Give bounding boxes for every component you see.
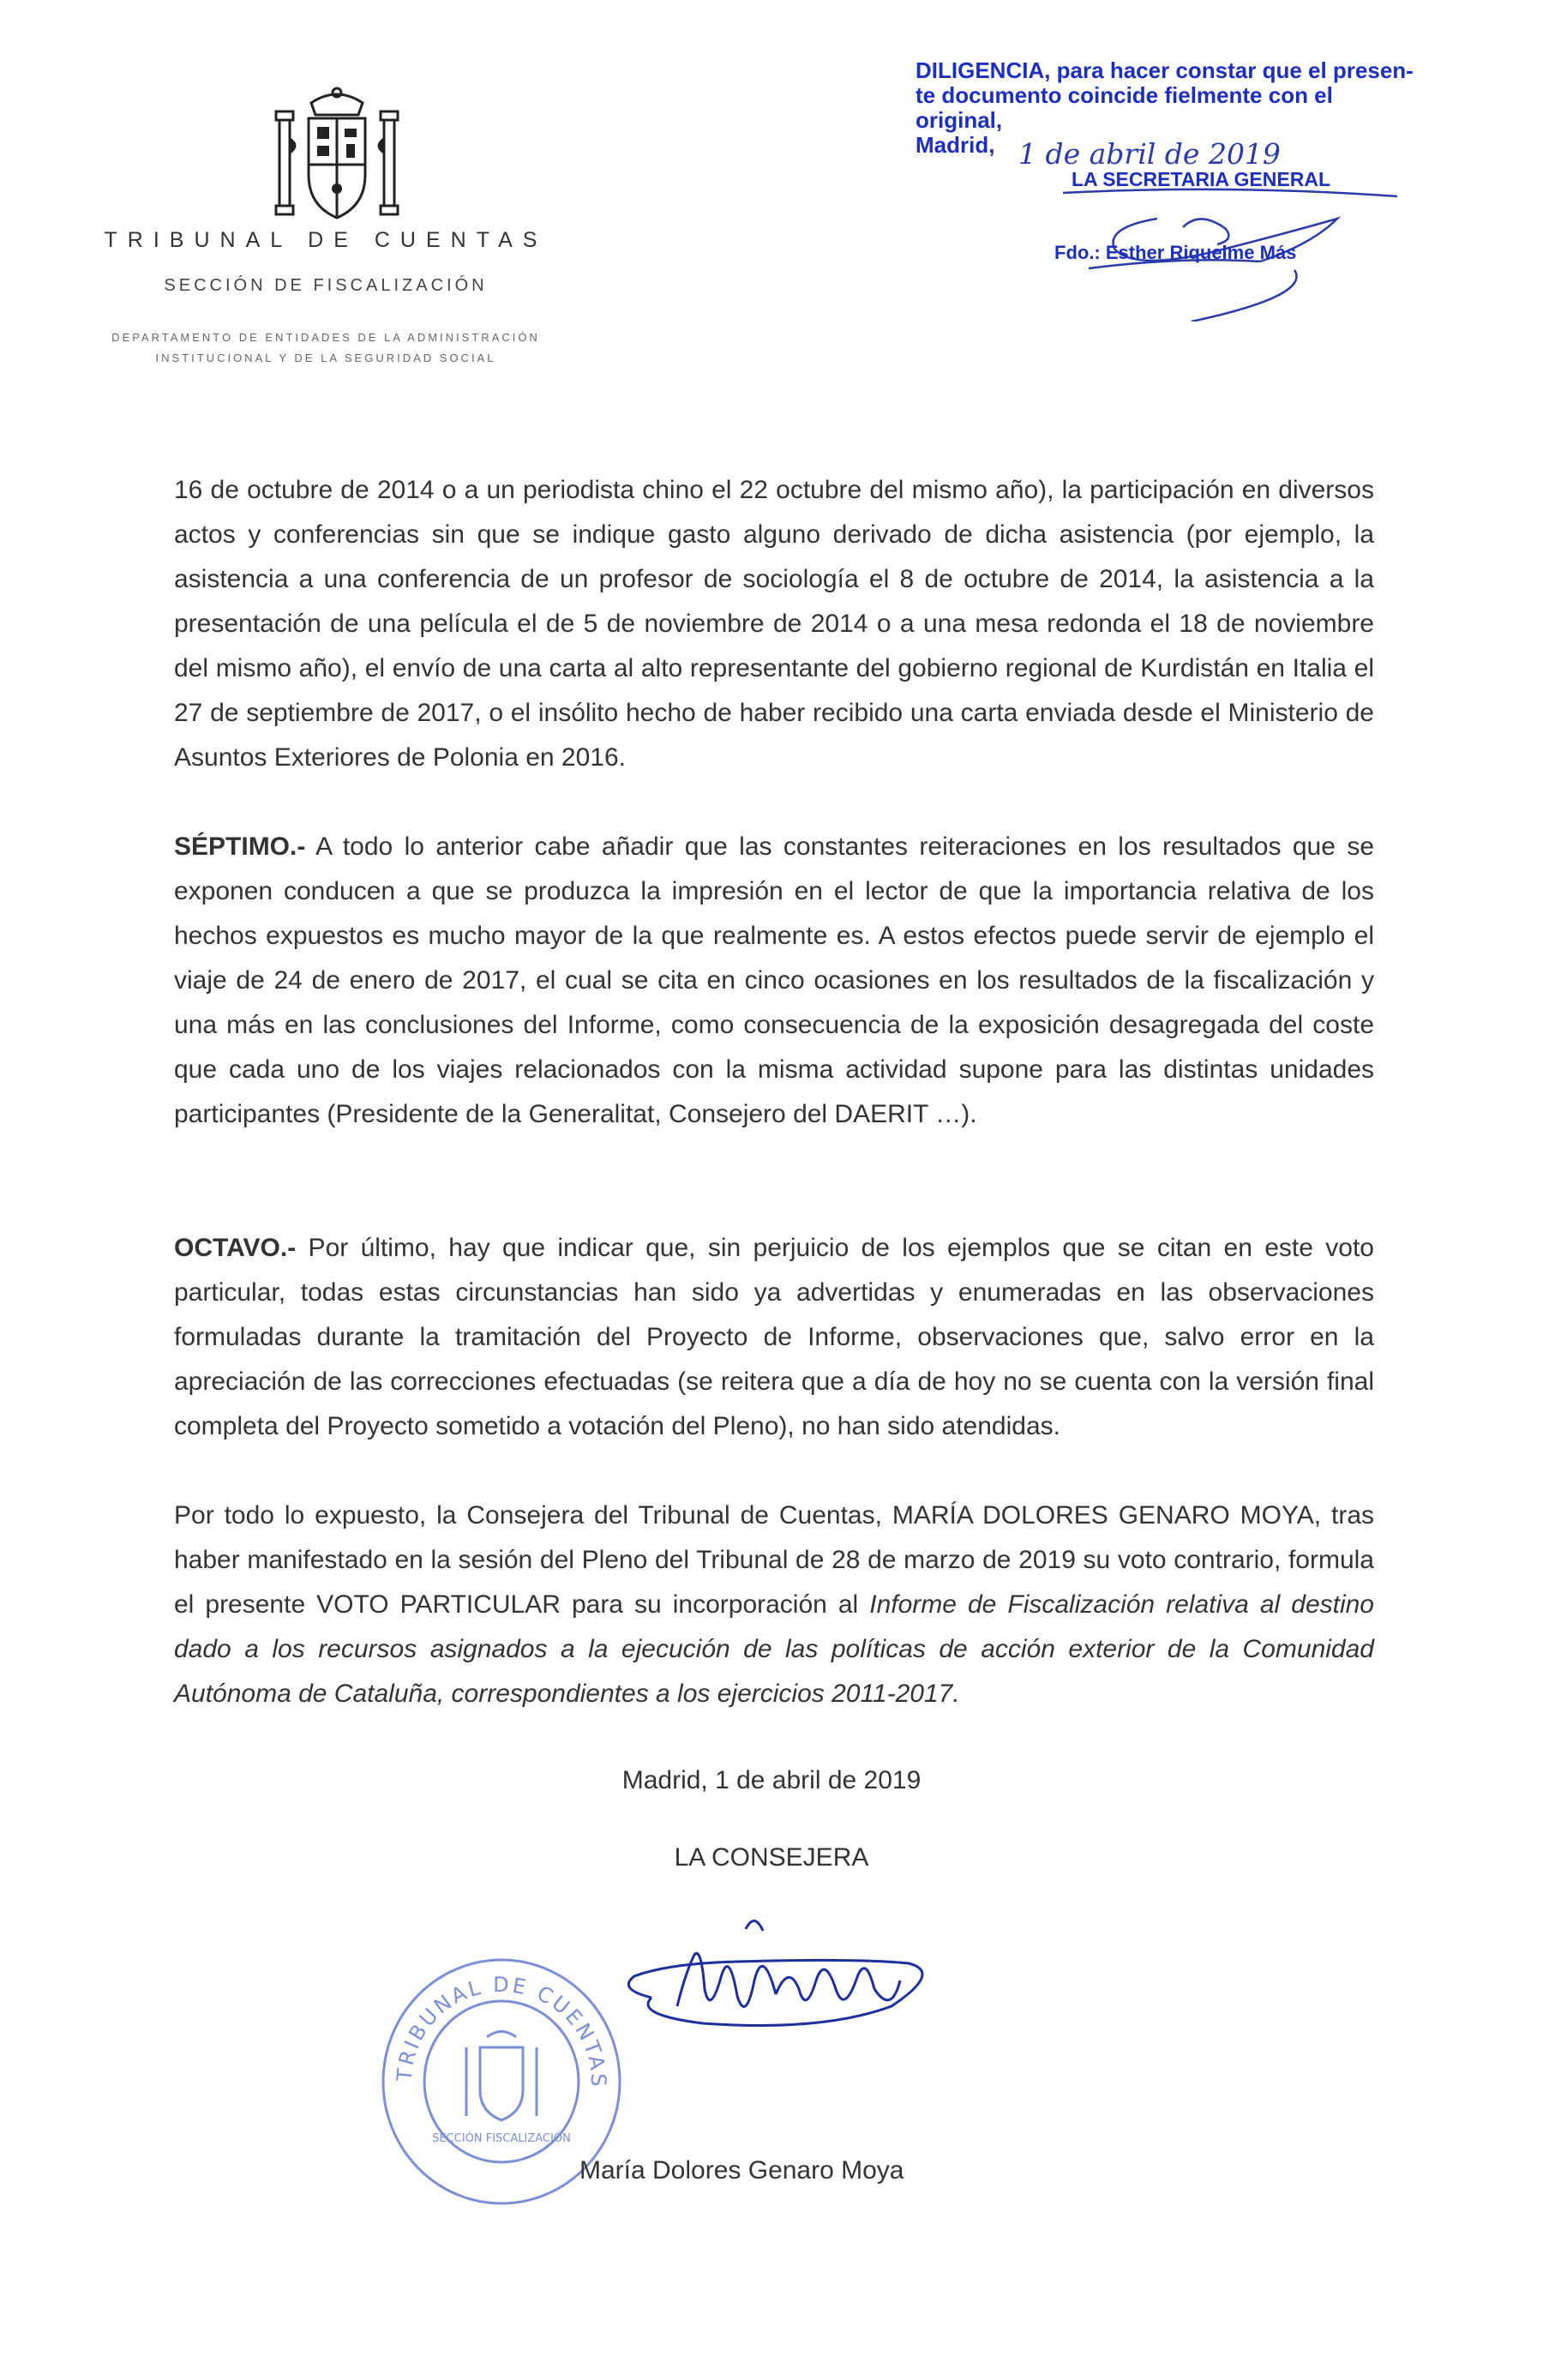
secretary-name: Fdo.: Esther Riquelme Más: [1054, 242, 1297, 263]
consejera-signature-icon: [600, 1895, 960, 2066]
stamp-text: TRIBUNAL DE CUENTAS: [392, 1972, 611, 2089]
diligencia-line: Madrid,: [916, 132, 995, 158]
institution-name: TRIBUNAL DE CUENTAS: [104, 228, 548, 252]
paragraph-text: [174, 825, 1374, 1137]
paragraph-body: A todo lo anterior cabe añadir que las constantes reiteraciones en los resultados que se exponen conducen a que se produzca la impresión en el lector de que la importancia relativa de los hechos expuestos es mucho mayor de la que realmente es. A estos efectos puede servir de ejemplo el viaje de 24 de enero de 2017, el cual se cita en cinco ocasiones en los resultados de la fiscalización y una más en las conclusiones del Informe, como consecuencia de la exposición desagregada del coste que cada uno de los viajes relacionados con la misma actividad supone para las distintas unidades participantes (Presidente de la Generalitat, Consejero del DAERIT …).: [174, 832, 1374, 1128]
place-date: Madrid, 1 de abril de 2019: [621, 1766, 922, 1794]
section-name: SECCIÓN DE FISCALIZACIÓN: [164, 276, 488, 295]
department-name: [51, 328, 600, 369]
secretaria-title: LA SECRETARIA GENERAL: [1072, 168, 1330, 190]
paragraph-text: [174, 1494, 1374, 1716]
paragraph-body: Por todo lo expuesto, la Consejera del Tribunal de Cuentas, MARÍA DOLORES GENARO MOYA, tras haber manifestado en la sesión del Pleno del Tribunal de 28 de marzo de 2019 su voto contrario, formula el presente VOTO PARTICULAR para su incorporación al: [174, 1501, 1374, 1619]
department-line: DEPARTAMENTO DE ENTIDADES DE LA ADMINISTRACIÓN: [111, 331, 540, 344]
signer-name: María Dolores Genaro Moya: [579, 2156, 904, 2185]
paragraph-label: OCTAVO.-: [174, 1234, 297, 1262]
department-line: INSTITUCIONAL Y DE LA SEGURIDAD SOCIAL: [155, 352, 496, 364]
paragraph-continuation: [174, 468, 1374, 780]
handwritten-date: 1 de abril de 2019: [1018, 137, 1281, 171]
paragraph-septimo: [174, 825, 1374, 1137]
report-title: Informe de Fiscalización relativa al destino dado a los recursos asignados a la ejecución de las políticas de acción exterior de la Comunidad Autónoma de Cataluña, correspondientes a los ejercicios 2011-2017.: [174, 1590, 1374, 1708]
diligencia-text: para hacer constar que el presen-: [1050, 57, 1414, 83]
paragraph-conclusion: [174, 1494, 1374, 1716]
signer-role: LA CONSEJERA: [674, 1843, 869, 1872]
paragraph-body: Por último, hay que indicar que, sin perjuicio de los ejemplos que se citan en este voto particular, todas estas circunstancias han sido ya advertidas y enumeradas en las observaciones formuladas durante la tramitación del Proyecto de Informe, observaciones que, salvo error en la apreciación de las correcciones efectuadas (se reitera que a día de hoy no se cuenta con la versión final completa del Proyecto sometido a votación del Pleno), no han sido atendidas.: [174, 1234, 1374, 1440]
diligencia-label: DILIGENCIA,: [916, 57, 1051, 83]
paragraph-label: SÉPTIMO.-: [174, 832, 306, 861]
diligencia-line: te documento coincide fielmente con el: [916, 82, 1333, 108]
paragraph-text: 16 de octubre de 2014 o a un periodista chino el 22 octubre del mismo año), la participación en diversos actos y conferencias sin que se indique gasto alguno derivado de dicha asistencia (por ejemplo, la asistencia a una conferencia de un profesor de sociología el 8 de octubre de 2014, la asistencia a la presentación de una película el de 5 de noviembre de 2014 o a una mesa redonda el 18 de noviembre del mismo año), el envío de una carta al alto representante del gobierno regional de Kurdistán en Italia el 27 de septiembre de 2017, o el insólito hecho de haber recibido una carta enviada desde el Ministerio de Asuntos Exteriores de Polonia en 2016.: [174, 476, 1374, 772]
stamp-inner-text: SECCIÓN FISCALIZACIÓN: [432, 2132, 571, 2145]
diligencia-line: [916, 58, 1498, 83]
paragraph-octavo: [174, 1226, 1374, 1449]
diligencia-line: original,: [916, 107, 1003, 133]
coat-of-arms-icon: [273, 86, 401, 230]
paragraph-text: [174, 1226, 1374, 1449]
